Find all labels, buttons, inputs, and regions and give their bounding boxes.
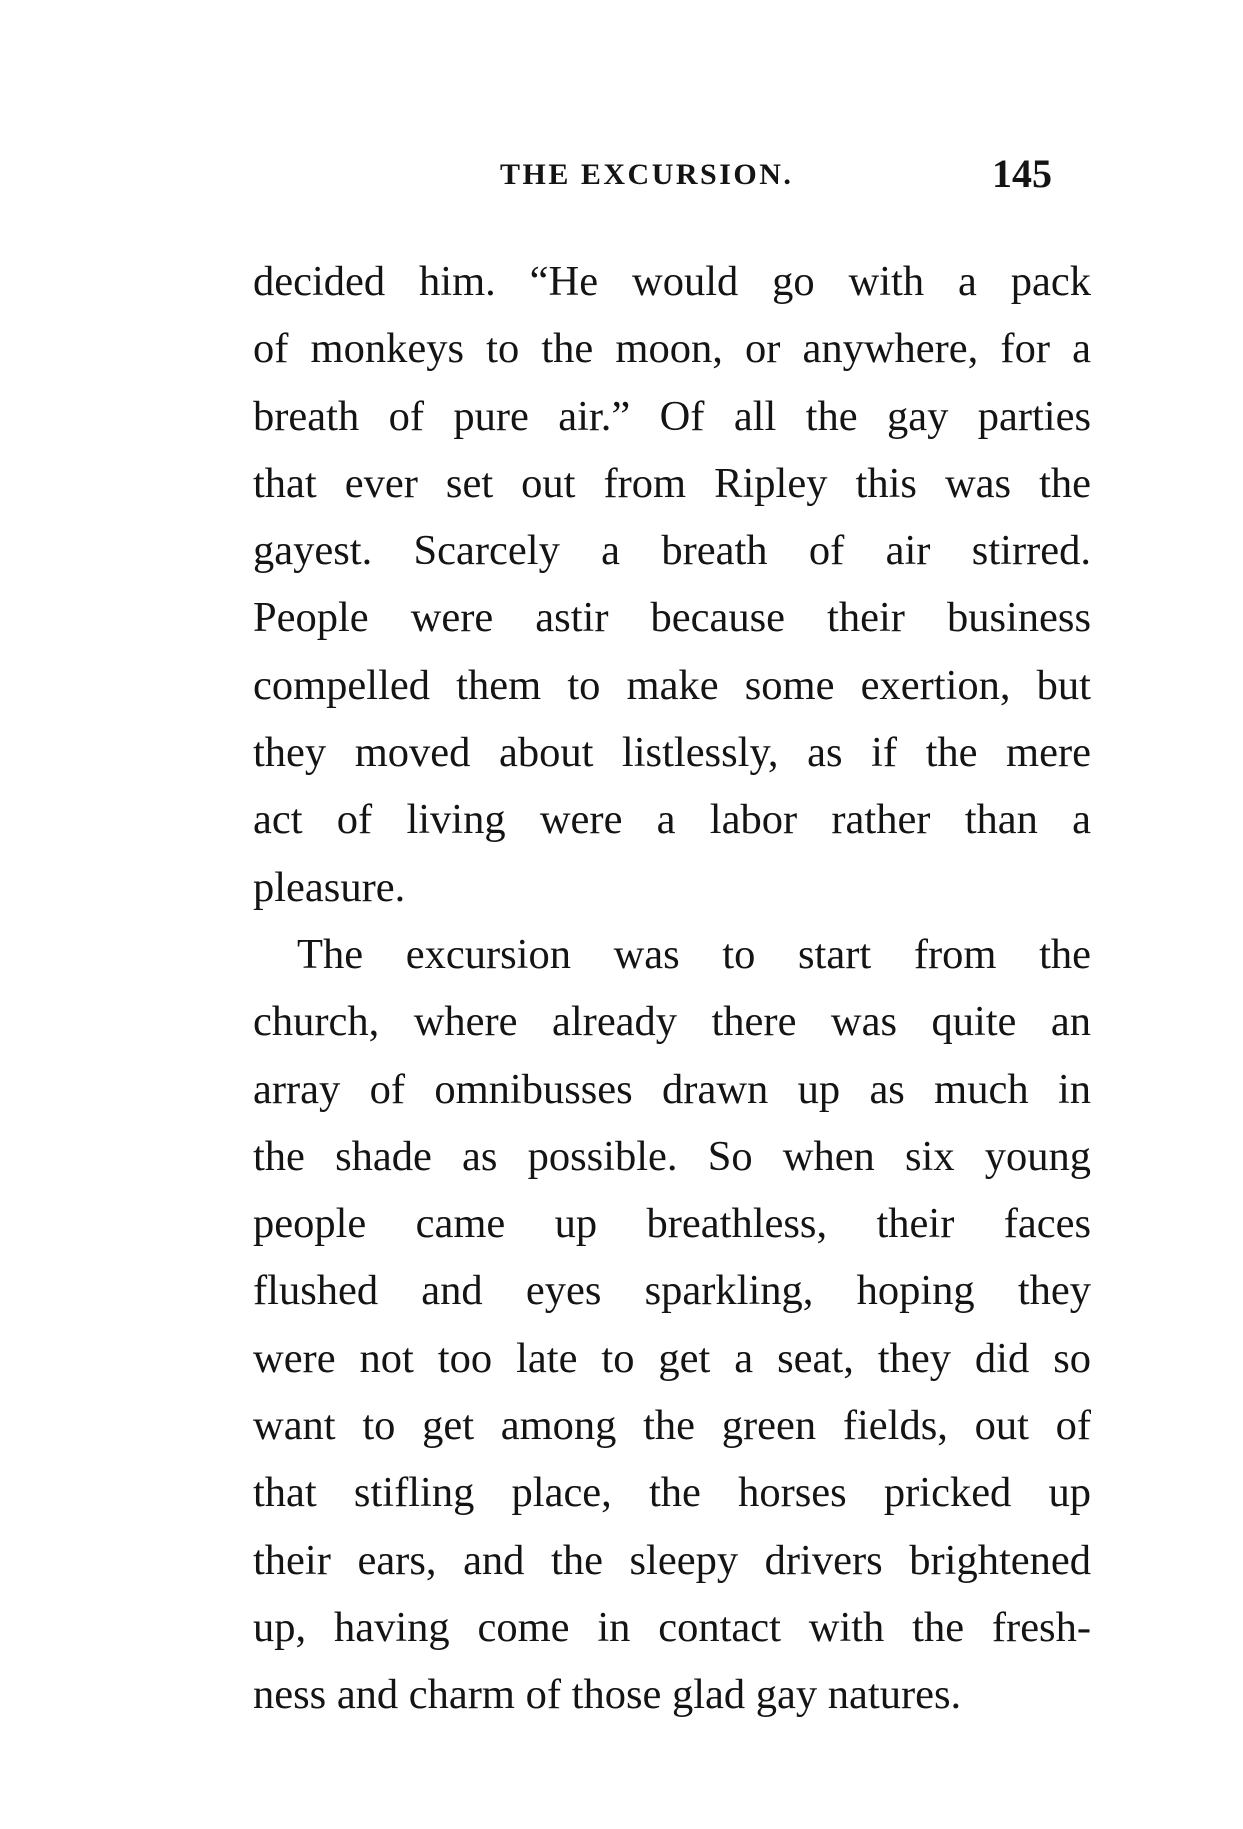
page-header — [500, 150, 1100, 200]
text-line: array of omnibusses drawn up as much in — [253, 1065, 1091, 1113]
text-line: compelled them to make some exertion, but — [253, 661, 1091, 709]
text-line: people came up breathless, their faces — [253, 1200, 1091, 1248]
text-line: gayest. Scarcely a breath of air stirred. — [253, 527, 1091, 575]
text-line: that stifling place, the horses pricked up — [253, 1469, 1091, 1517]
text-line: decided him. “He would go with a pack — [253, 258, 1091, 305]
text-line: church, where already there was quite an — [253, 998, 1091, 1046]
paragraph-2 — [253, 921, 1091, 1729]
text-line: up, having come in contact with the fresh- — [253, 1603, 1091, 1651]
text-line: flushed and eyes sparkling, hoping they — [253, 1267, 1091, 1315]
text-line: breath of pure air.” Of all the gay parties — [253, 392, 1091, 440]
text-line: of monkeys to the moon, or anywhere, for a — [253, 325, 1091, 373]
text-line: that ever set out from Ripley this was the — [253, 459, 1091, 507]
text-line: were not too late to get a seat, they did so — [253, 1334, 1091, 1382]
page-number: 145 — [992, 151, 1052, 196]
text-line: pleasure. — [253, 863, 406, 911]
text-line: the shade as possible. So when six young — [253, 1132, 1091, 1180]
text-line: want to get among the green fields, out of — [253, 1402, 1091, 1450]
text-body — [253, 248, 1091, 1729]
text-line: People were astir because their business — [253, 594, 1091, 642]
text-line: they moved about listlessly, as if the mere — [253, 729, 1091, 777]
text-line: ness and charm of those glad gay natures. — [253, 1671, 962, 1719]
text-line: The excursion was to start from the — [297, 930, 1091, 978]
text-line: act of living were a labor rather than a — [253, 796, 1091, 844]
text-line: their ears, and the sleepy drivers brightened — [253, 1536, 1091, 1584]
running-title: THE EXCURSION. — [500, 158, 794, 191]
paragraph-1 — [253, 248, 1091, 921]
